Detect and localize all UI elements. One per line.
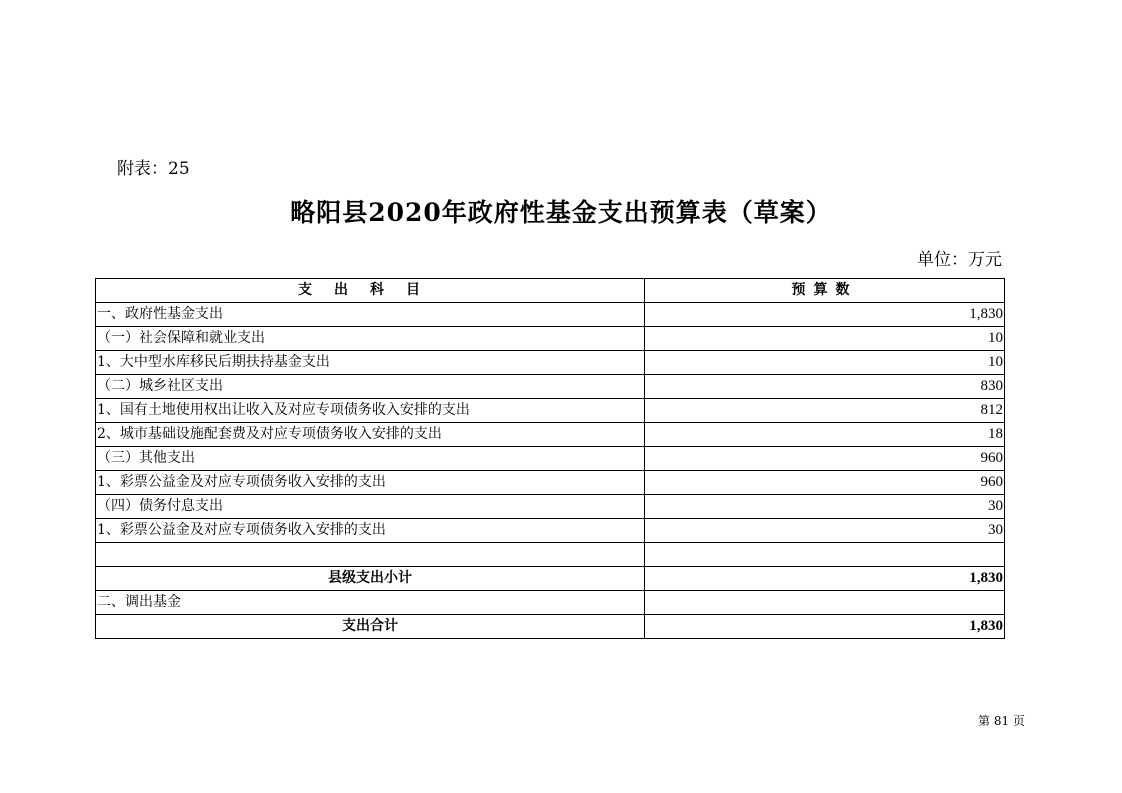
row-label: 2、城市基础设施配套费及对应专项债务收入安排的支出: [96, 423, 645, 447]
table-row-subtotal: [96, 567, 1005, 591]
row-label: 二、调出基金: [96, 591, 645, 615]
row-value: [645, 591, 1005, 615]
subtotal-label: 县级支出小计: [96, 567, 645, 591]
row-value: 10: [645, 351, 1005, 375]
row-label: [96, 543, 645, 567]
total-label: 支出合计: [96, 615, 645, 639]
row-label: 1、彩票公益金及对应专项债务收入安排的支出: [96, 519, 645, 543]
row-value: 18: [645, 423, 1005, 447]
header-item: 支出科目: [96, 279, 645, 303]
table-row: [96, 423, 1005, 447]
table-row: [96, 327, 1005, 351]
header-budget: 预算数: [645, 279, 1005, 303]
table-row-total: [96, 615, 1005, 639]
row-label: （四）债务付息支出: [96, 495, 645, 519]
row-label: 一、政府性基金支出: [96, 303, 645, 327]
appendix-label: 附表：25: [117, 159, 190, 179]
row-label: （一）社会保障和就业支出: [96, 327, 645, 351]
table-row: [96, 399, 1005, 423]
budget-table: [95, 278, 1005, 639]
row-value: 812: [645, 399, 1005, 423]
row-value: [645, 543, 1005, 567]
page-title: 略阳县2020年政府性基金支出预算表（草案）: [290, 198, 832, 227]
table-header-row: [96, 279, 1005, 303]
row-label: （二）城乡社区支出: [96, 375, 645, 399]
table-row: [96, 447, 1005, 471]
page-number: 第 81 页: [978, 714, 1025, 728]
row-label: 1、彩票公益金及对应专项债务收入安排的支出: [96, 471, 645, 495]
table-row: [96, 591, 1005, 615]
row-value: 960: [645, 471, 1005, 495]
row-value: 10: [645, 327, 1005, 351]
row-value: 30: [645, 519, 1005, 543]
unit-label: 单位：万元: [917, 250, 1002, 270]
table-row: [96, 351, 1005, 375]
row-value: 1,830: [645, 303, 1005, 327]
row-value: 30: [645, 495, 1005, 519]
table-row: [96, 495, 1005, 519]
row-value: 960: [645, 447, 1005, 471]
subtotal-value: 1,830: [645, 567, 1005, 591]
table-row: [96, 471, 1005, 495]
table-row: [96, 375, 1005, 399]
row-label: 1、国有土地使用权出让收入及对应专项债务收入安排的支出: [96, 399, 645, 423]
row-label: 1、大中型水库移民后期扶持基金支出: [96, 351, 645, 375]
table-row: [96, 519, 1005, 543]
total-value: 1,830: [645, 615, 1005, 639]
row-label: （三）其他支出: [96, 447, 645, 471]
table-row: [96, 303, 1005, 327]
table-row-empty: [96, 543, 1005, 567]
row-value: 830: [645, 375, 1005, 399]
